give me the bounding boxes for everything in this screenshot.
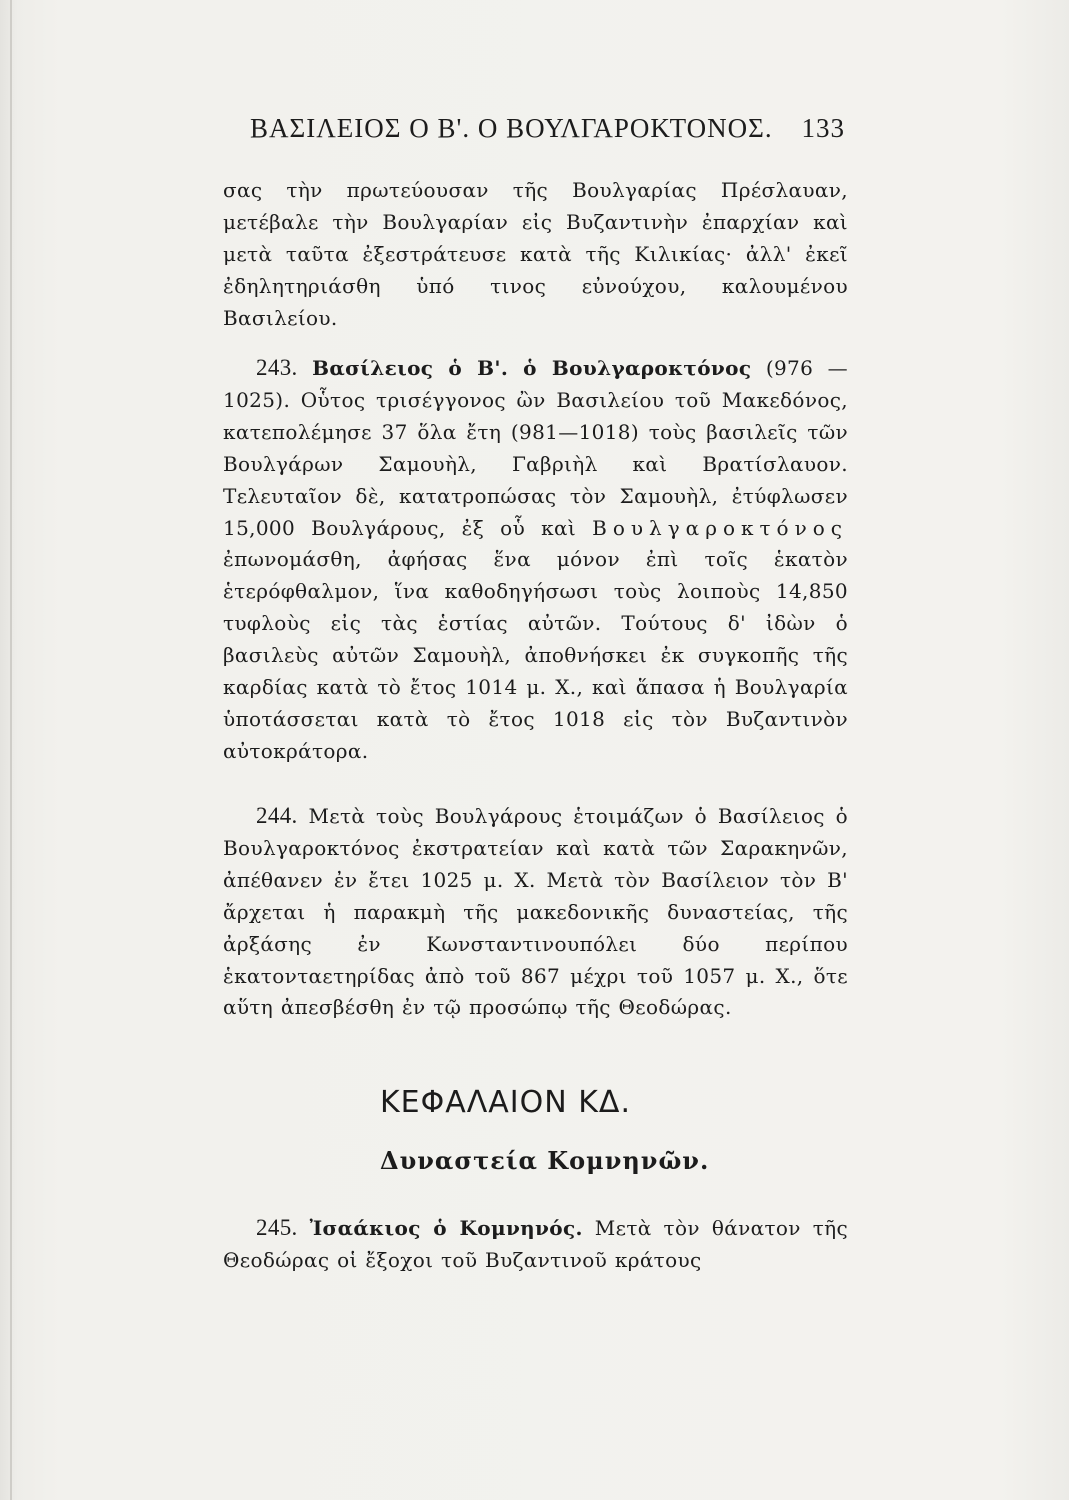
section-243-title: Βασίλειος ὁ Β'. ὁ Βουλγαροκτόνος: [312, 356, 752, 380]
section-245-number: 245.: [256, 1215, 298, 1240]
continued-paragraph: σας τὴν πρωτεύουσαν τῆς Βουλγαρίας Πρέσλαυαν, μετέβαλε τὴν Βουλγαρίαν εἰς Βυζαντινὴν ἐπαρχίαν καὶ μετὰ ταῦτα ἐξεστράτευσε κατὰ τῆς Κιλικίας· ἀλλ' ἐκεῖ ἐδηλητηριάσθη ὑπό τινος εὐνούχου, καλουμένου Βασιλείου.: [223, 178, 848, 330]
chapter-subheading: Δυναστεία Κομνηνῶν.: [380, 1146, 710, 1175]
section-243: [223, 352, 848, 768]
page-number: 133: [801, 113, 845, 143]
section-243-epithet: Βουλγαροκτόνος: [592, 515, 848, 540]
section-244: [223, 800, 848, 1024]
page-edge: [10, 0, 12, 1500]
section-243-number: 243.: [256, 355, 298, 380]
section-243-dates: (976 — 1025).: [223, 356, 848, 412]
section-243-text-a: Οὗτος τρισέγγονος ὢν Βασιλείου τοῦ Μακεδόνος, κατεπολέμησε 37 ὅλα ἔτη (981—1018) τοὺς βασιλεῖς τῶν Βουλγάρων Σαμουὴλ, Γαβριὴλ καὶ Βρατίσλαυον. Τελευταῖον δὲ, κατατροπώσας τὸν Σαμουὴλ, ἐτύφλωσεν 15,000 Βουλγάρους, ἐξ οὗ καὶ: [223, 387, 848, 540]
section-244-number: 244.: [256, 803, 298, 828]
section-245: [223, 1212, 848, 1277]
running-title: ΒΑΣΙΛΕΙΟΣ Ο Β'. Ο ΒΟΥΛΓΑΡΟΚΤΟΝΟΣ.: [250, 113, 773, 143]
section-245-title: Ἰσαάκιος ὁ Κομνηνός.: [309, 1216, 583, 1240]
page-header: [250, 113, 850, 153]
section-244-text: Μετὰ τοὺς Βουλγάρους ἑτοιμάζων ὁ Βασίλειος ὁ Βουλγαροκτόνος ἐκστρατείαν καὶ κατὰ τῶν Σαρακηνῶν, ἀπέθανεν ἐν ἔτει 1025 μ. Χ. Μετὰ τὸν Βασίλειον τὸν Β' ἄρχεται ἡ παρακμὴ τῆς μακεδονικῆς δυναστείας, τῆς ἀρξάσης ἐν Κωνσταντινουπόλει δύο περίπου ἑκατονταετηρίδας ἀπὸ τοῦ 867 μέχρι τοῦ 1057 μ. Χ., ὅτε αὕτη ἀπεσβέσθη ἐν τῷ προσώπῳ τῆς Θεοδώρας.: [223, 804, 848, 1020]
section-243-text-b: ἐπωνομάσθη, ἀφήσας ἕνα μόνον ἐπὶ τοῖς ἑκατὸν ἑτερόφθαλμον, ἵνα καθοδηγήσωσι τοὺς λοιποὺς 14,850 τυφλοὺς εἰς τὰς ἑστίας αὐτῶν. Τούτους δ' ἰδὼν ὁ βασιλεὺς αὐτῶν Σαμουὴλ, ἀποθνήσκει ἐκ συγκοπῆς τῆς καρδίας κατὰ τὸ ἔτος 1014 μ. Χ., καὶ ἅπασα ἡ Βουλγαρία ὑποτάσσεται κατὰ τὸ ἔτος 1018 εἰς τὸν Βυζαντινὸν αὐτοκράτορα.: [223, 547, 848, 763]
chapter-heading: ΚΕΦΑΛΑΙΟΝ ΚΔ.: [380, 1085, 631, 1120]
section-245-text: Μετὰ τὸν θάνατον τῆς Θεοδώρας οἱ ἔξοχοι τοῦ Βυζαντινοῦ κράτους: [223, 1216, 849, 1272]
